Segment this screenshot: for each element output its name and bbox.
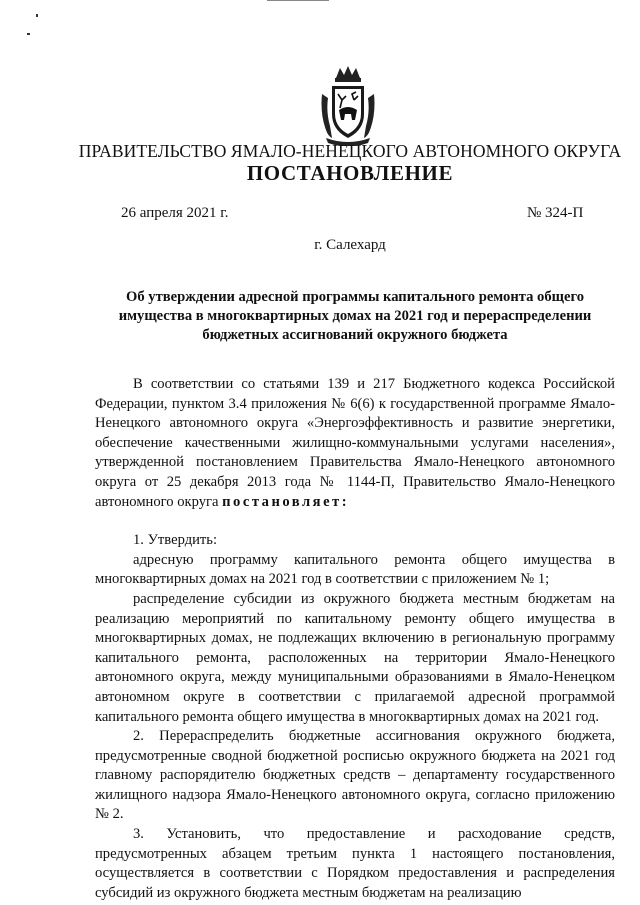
scan-speck [267,0,329,1]
paragraph-1b: распределение субсидии из окружного бюджета местным бюджетам на реализацию мероприятий по капитальному ремонту общего имущества в многоквартирных домах, не подлежащих включению в региональную программу капитального ремонта, расположенных на территории Ямало-Ненецкого автономного округа, между муниципальными образованиями в Ямало-Ненецком автономном округе в соответствии с прилагаемой адресной программой капитального ремонта общего имущества в многоквартирных домах на 2021 год. [95,590,615,725]
paragraph-1: 1. Утвердить: [133,532,218,549]
government-name: ПРАВИТЕЛЬСТВО ЯМАЛО-НЕНЕЦКОГО АВТОНОМНОГО ОКРУГА [78,141,622,161]
paragraph-3: 3. Установить, что предоставление и расходование средств, предусмотренных абзацем третьим пункта 1 настоящего постановления, осуществляется в соответствии с Порядком предоставления и распределения субсидий из окружного бюджета местным бюджетам на реализацию [95,826,615,901]
scan-speck [27,33,30,35]
preamble-paragraph [95,375,615,512]
document-date: 26 апреля 2021 г. [121,205,229,221]
document-city: г. Салехард [314,237,386,253]
document-number: № 324-П [527,205,584,221]
document-body [95,375,615,903]
coat-of-arms-icon [318,64,378,146]
paragraph-2: 2. Перераспределить бюджетные ассигнования окружного бюджета, предусмотренные сводной бюджетной росписью окружного бюджета на 2021 год главному распорядителю бюджетных средств – департаменту государственного жилищного надзора Ямало-Ненецкого автономного округа, согласно приложению № 2. [95,728,615,823]
decree-word: постановляет: [222,493,350,510]
scan-speck [36,14,38,17]
document-title: Об утверждении адресной программы капитального ремонта общего имущества в многоквартирных домах на 2021 год и перераспределении бюджетных ассигнований окружного бюджета [118,289,592,343]
document-type: ПОСТАНОВЛЕНИЕ [246,161,454,185]
preamble-text: В соответствии со статьями 139 и 217 Бюджетного кодекса Российской Федерации, пунктом 3.4 приложения № 6(6) к государственной программе Ямало-Ненецкого автономного округа «Энергоэффективность и развитие энергетики, обеспечение качественными жилищно-коммунальными услугами населения», утвержденной постановлением Правительства Ямало-Ненецкого автономного округа от 25 декабря 2013 года № 1144-П, Правительство Ямало-Ненецкого автономного округа [95,376,615,510]
paragraph-1a: адресную программу капитального ремонта общего имущества в многоквартирных домах на 2021 год в соответствии с приложением № 1; [95,551,615,588]
